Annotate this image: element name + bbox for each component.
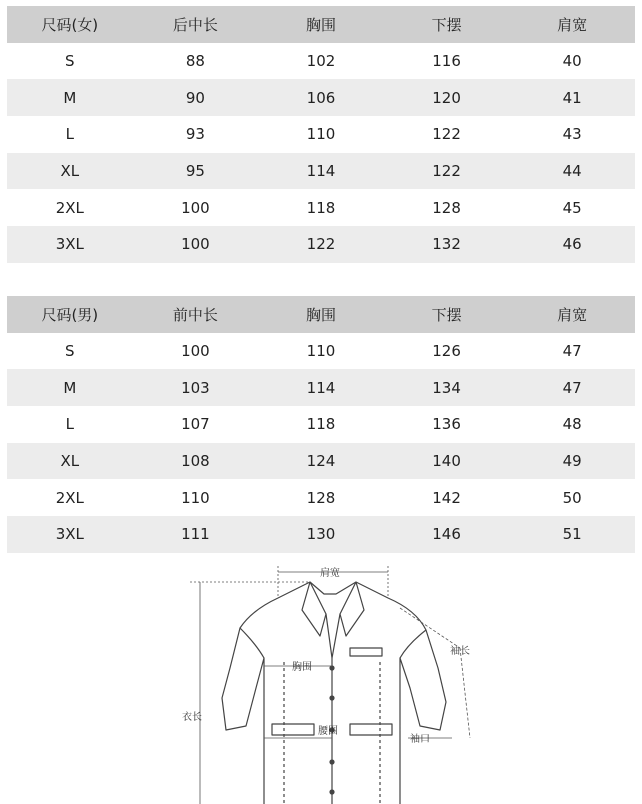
table-cell: 140 <box>384 443 510 480</box>
table-header-row <box>7 296 635 333</box>
table-cell: L <box>7 406 133 443</box>
table-cell: 47 <box>509 333 635 370</box>
length-label: 衣长 <box>182 712 202 723</box>
table-row <box>7 406 635 443</box>
table-cell: 100 <box>133 189 259 226</box>
sleeve-length-label: 袖长 <box>450 646 470 657</box>
table-row <box>7 369 635 406</box>
table-cell: 118 <box>258 406 384 443</box>
table-cell: 142 <box>384 479 510 516</box>
table-cell: 136 <box>384 406 510 443</box>
table-cell: M <box>7 79 133 116</box>
table-row <box>7 333 635 370</box>
table-cell: 110 <box>133 479 259 516</box>
table-cell: 88 <box>133 43 259 80</box>
table-cell: 103 <box>133 369 259 406</box>
table-cell: S <box>7 43 133 80</box>
table-cell: XL <box>7 443 133 480</box>
header-cell: 胸围 <box>258 296 384 333</box>
table-cell: 48 <box>509 406 635 443</box>
table-cell: 134 <box>384 369 510 406</box>
table-row <box>7 153 635 190</box>
table-cell: 118 <box>258 189 384 226</box>
coat-measurement-diagram <box>160 558 490 804</box>
table-cell: 114 <box>258 153 384 190</box>
table-row <box>7 189 635 226</box>
table-cell: 114 <box>258 369 384 406</box>
table-cell: 132 <box>384 226 510 263</box>
table-cell: 93 <box>133 116 259 153</box>
table-cell: 100 <box>133 333 259 370</box>
table-cell: 100 <box>133 226 259 263</box>
table-cell: 50 <box>509 479 635 516</box>
table-cell: 51 <box>509 516 635 553</box>
table-cell: 41 <box>509 79 635 116</box>
chest-label: 胸围 <box>292 662 312 673</box>
table-cell: XL <box>7 153 133 190</box>
table-cell: 49 <box>509 443 635 480</box>
men-size-table <box>7 296 635 553</box>
table-cell: 111 <box>133 516 259 553</box>
header-cell: 后中长 <box>133 6 259 43</box>
women-size-table <box>7 6 635 263</box>
table-cell: 40 <box>509 43 635 80</box>
table-cell: 95 <box>133 153 259 190</box>
header-cell: 肩宽 <box>509 6 635 43</box>
table-cell: 146 <box>384 516 510 553</box>
table-cell: 108 <box>133 443 259 480</box>
table-cell: L <box>7 116 133 153</box>
table-row <box>7 443 635 480</box>
table-cell: 3XL <box>7 516 133 553</box>
table-cell: 47 <box>509 369 635 406</box>
table-row <box>7 79 635 116</box>
table-cell: 122 <box>258 226 384 263</box>
header-cell: 下摆 <box>384 296 510 333</box>
shoulder-width-label: 肩宽 <box>320 568 340 579</box>
coat-outline-drawing <box>222 582 446 804</box>
table-cell: 106 <box>258 79 384 116</box>
table-cell: 45 <box>509 189 635 226</box>
table-row <box>7 116 635 153</box>
table-cell: 126 <box>384 333 510 370</box>
header-cell: 下摆 <box>384 6 510 43</box>
table-cell: 43 <box>509 116 635 153</box>
table-cell: 90 <box>133 79 259 116</box>
header-cell: 尺码(女) <box>7 6 133 43</box>
table-row <box>7 43 635 80</box>
waist-label: 腰围 <box>318 726 338 737</box>
header-cell: 前中长 <box>133 296 259 333</box>
table-cell: M <box>7 369 133 406</box>
cuff-label: 袖口 <box>410 734 430 745</box>
table-cell: 2XL <box>7 189 133 226</box>
header-cell: 胸围 <box>258 6 384 43</box>
table-cell: 110 <box>258 116 384 153</box>
table-cell: 2XL <box>7 479 133 516</box>
table-row <box>7 226 635 263</box>
table-header-row <box>7 6 635 43</box>
table-cell: 110 <box>258 333 384 370</box>
table-cell: 122 <box>384 116 510 153</box>
table-cell: 120 <box>384 79 510 116</box>
table-cell: 46 <box>509 226 635 263</box>
table-cell: 122 <box>384 153 510 190</box>
header-cell: 肩宽 <box>509 296 635 333</box>
table-cell: 44 <box>509 153 635 190</box>
table-cell: 130 <box>258 516 384 553</box>
table-cell: 102 <box>258 43 384 80</box>
header-cell: 尺码(男) <box>7 296 133 333</box>
table-row <box>7 479 635 516</box>
table-cell: 124 <box>258 443 384 480</box>
table-cell: 3XL <box>7 226 133 263</box>
table-cell: 128 <box>384 189 510 226</box>
measurement-lines <box>190 566 470 804</box>
table-cell: S <box>7 333 133 370</box>
table-cell: 116 <box>384 43 510 80</box>
table-cell: 128 <box>258 479 384 516</box>
table-cell: 107 <box>133 406 259 443</box>
table-row <box>7 516 635 553</box>
